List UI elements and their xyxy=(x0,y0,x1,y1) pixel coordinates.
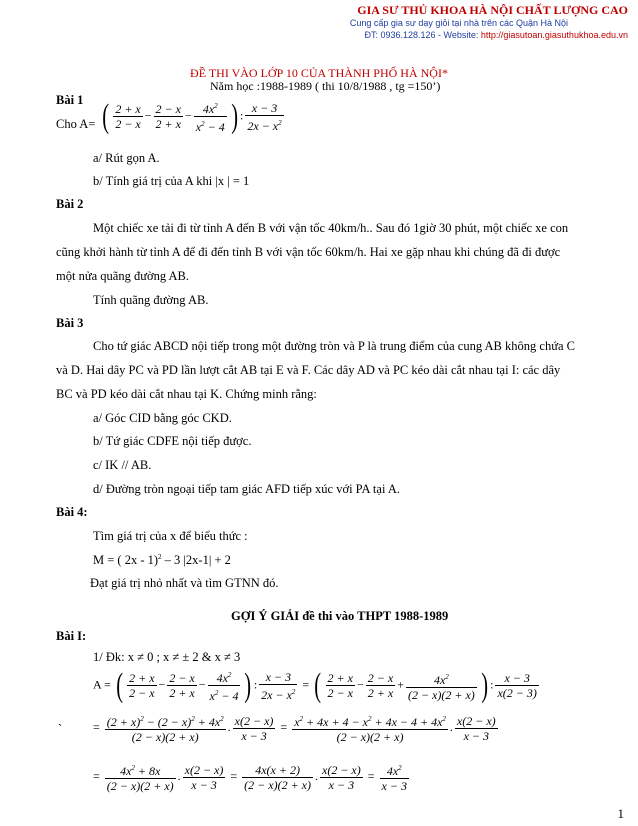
solution-title: GỢI Ý GIẢI đề thi vào THPT 1988-1989 xyxy=(231,609,449,623)
solution-heading: Bài I: xyxy=(56,629,87,643)
bai3-line-3: BC và PD kéo dài cắt nhau tại K. Chứng minh rằng: xyxy=(56,387,317,401)
bai3-part-d: d/ Đường tròn ngoại tiếp tam giác AFD tiếp xúc với PA tại A. xyxy=(93,482,401,496)
bai2-heading: Bài 2 xyxy=(56,197,84,211)
bai2-line-4: Tính quãng đường AB. xyxy=(93,293,209,307)
bai4-line-2: M = ( 2x - 1)$^2$ – 3 |2x-1| + 2 xyxy=(93,553,231,568)
bai3-line-1: Cho tứ giác ABCD nội tiếp trong một đường tròn và P là trung điểm của cung AB không chứa C xyxy=(93,339,575,353)
exam-title: ĐỀ THI VÀO LỚP 10 CỦA THÀNH PHỐ HÀ NỘI* xyxy=(190,66,448,80)
bai4-expr-b: – 3 |2x-1| + 2 xyxy=(161,553,231,568)
header-contact xyxy=(364,30,628,40)
bai1-expression: ( $\frac{2 + x}{2 - x}$ − $\frac{2 - x}{2 + x}$ − $\frac{4x^2}{x^2 - 4}$ ) : $\frac{x - 3}{2x - x^2}$ xyxy=(102,97,282,135)
header-title: GIA SƯ THỦ KHOA HÀ NỘI CHẤT LƯỢNG CAO xyxy=(357,3,628,17)
header-phone: ĐT: 0936.128.126 - Website: xyxy=(364,30,481,40)
solution-step-1: A = ( $\frac{2 + x}{2 - x}$ − $\frac{2 - x}{2 + x}$ − $\frac{4x^2}{x^2 - 4}$ ) : $\frac{x - 3}{2x - x^2}$ = ( $\frac{2 + x}{2 - x}$ − $\frac{2 - x}{2 + x}$ + $\frac{4x^2}{(2 - x)(2 + x)}$ ) : $\frac{x - 3}{x(2 - 3)}$ xyxy=(93,666,537,704)
bai2-line-1: Một chiếc xe tải đi từ tỉnh A đến B với vận tốc 40km/h.. Sau đó 1giờ 30 phút, một chiếc xe con xyxy=(93,221,569,235)
header-subtitle: Cung cấp gia sư dạy giỏi tại nhà trên các Quận Hà Nội xyxy=(349,18,568,28)
bai4-expr-a: M = ( 2x - 1) xyxy=(93,553,159,568)
solution-step-3: = $\frac{4x^2 + 8x}{(2 - x)(2 + x)}$ . $\frac{x(2 - x)}{x - 3}$ = $\frac{4x(x + 2)}{(2 - x)(2 + x)}$ . $\frac{x(2 - x)}{x - 3}$ = $\frac{4x^2}{x - 3}$ xyxy=(93,762,407,793)
bai3-part-b: b/ Tứ giác CDFE nội tiếp được. xyxy=(93,434,252,448)
bai3-part-c: c/ IK // AB. xyxy=(93,458,152,472)
bai3-heading: Bài 3 xyxy=(56,316,84,330)
bai2-line-3: một nửa quãng đường AB. xyxy=(56,269,190,283)
bai4-line-3: Đạt giá trị nhỏ nhất và tìm GTNN đó. xyxy=(90,576,279,590)
exam-subtitle: Năm học :1988-1989 ( thi 10/8/1988 , tg =150’) xyxy=(210,79,441,93)
bai3-line-2: và D. Hai dây PC và PD lần lượt cắt AB tại E và F. Các dây AD và PC kéo dài cắt nhau tại I: các dây xyxy=(56,363,561,377)
bai1-cho: Cho A= xyxy=(56,117,96,131)
solution-condition: 1/ Đk: x ≠ 0 ; x ≠ ± 2 & x ≠ 3 xyxy=(93,650,241,664)
bai4-line-1: Tìm giá trị của x để biểu thức : xyxy=(93,529,248,543)
bai1-part-b: b/ Tính giá trị của A khi |x | = 1 xyxy=(93,174,250,188)
page-number: 1 xyxy=(617,806,624,821)
bai1-heading: Bài 1 xyxy=(56,93,84,107)
solution-backtick: ` xyxy=(58,722,63,736)
solution-step-2: = $\frac{(2 + x)^2 - (2 - x)^2 + 4x^2}{(2 - x)(2 + x)}$ . $\frac{x(2 - x)}{x - 3}$ = $\frac{x^2 + 4x + 4 - x^2 + 4x - 4 + 4x^2}{(2 - x)(2 + x)}$ . $\frac{x(2 - x)}{x - 3}$ xyxy=(93,713,496,744)
header-website-link[interactable]: http://giasutoan.giasuthukhoa.edu.vn xyxy=(480,30,628,40)
bai3-part-a: a/ Góc CID bằng góc CKD. xyxy=(93,411,232,425)
bai4-heading: Bài 4: xyxy=(56,505,88,519)
bai2-line-2: cũng khởi hành từ tỉnh A để đi đến tỉnh B với vận tốc 60km/h. Hai xe gặp nhau khi chúng đã đi được xyxy=(56,245,561,259)
bai1-part-a: a/ Rút gọn A. xyxy=(93,151,160,165)
